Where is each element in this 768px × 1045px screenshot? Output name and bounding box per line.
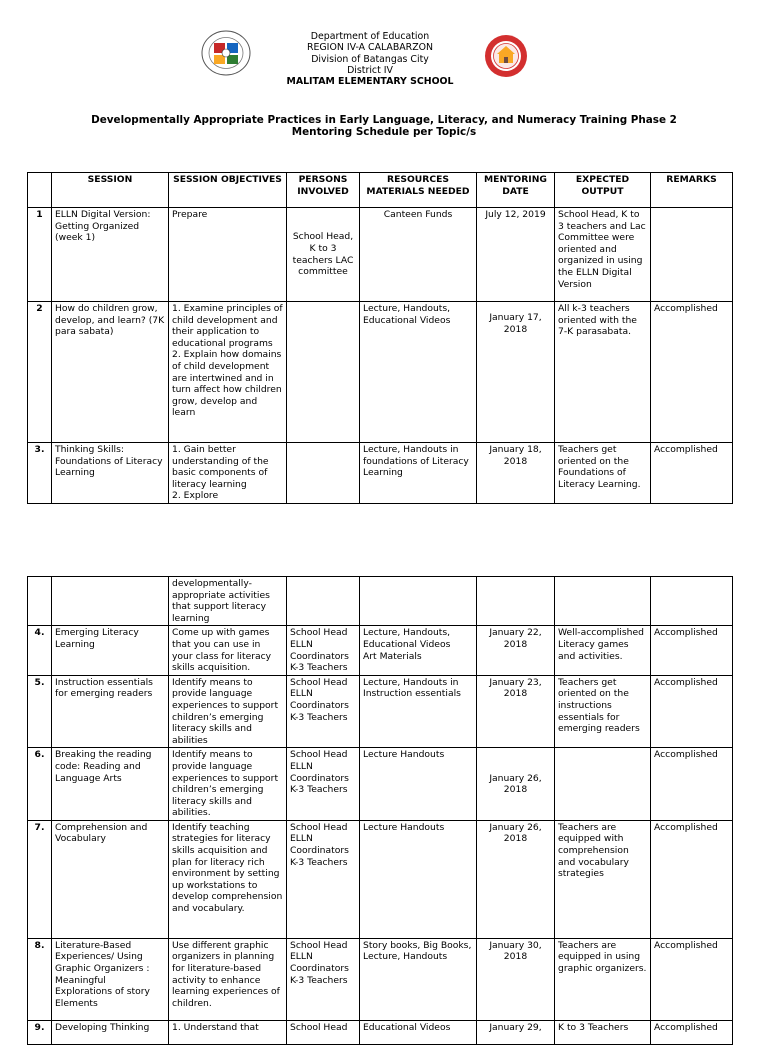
resources-cell: Canteen Funds [360,208,477,302]
date-cell: January 29, [477,1020,555,1044]
objectives-continuation-cell: developmentally-appropriate activities that support literacy learning [169,577,287,626]
header-line-1: Department of Education [310,31,430,42]
objectives-cell: 1. Gain better understanding of the basic components of literacy learning 2. Explore [169,443,287,504]
remarks-cell: Accomplished [651,443,733,504]
remarks-cell: Accomplished [651,938,733,1020]
session-cell: How do children grow, develop, and learn? (7K para sabata) [52,302,169,443]
header-line-2: REGION IV-A CALABARZON [306,42,434,54]
table-row [28,820,733,938]
row-number [28,577,52,626]
header-resources: RESOURCES MATERIALS NEEDED [360,173,477,208]
row-number: 5. [28,675,52,748]
persons-cell [287,302,360,443]
output-cell [555,577,651,626]
output-cell: Teachers are equipped with comprehension and vocabulary strategies [555,820,651,938]
school-seal-logo [484,34,528,78]
remarks-cell: Accomplished [651,626,733,675]
letterhead [0,30,768,94]
date-cell: July 12, 2019 [477,208,555,302]
output-cell [555,748,651,821]
persons-cell: School Head ELLN Coordinators K-3 Teachers [287,748,360,821]
session-cell [52,577,169,626]
persons-cell: School Head ELLN Coordinators K-3 Teachers [287,626,360,675]
resources-cell: Story books, Big Books, Lecture, Handouts [360,938,477,1020]
resources-cell: Lecture Handouts [360,820,477,938]
resources-cell: Lecture Handouts [360,748,477,821]
row-number: 9. [28,1020,52,1044]
date-cell: January 26, 2018 [477,820,555,938]
date-cell: January 22, 2018 [477,626,555,675]
objectives-cell: Identify means to provide language experiences to support children’s emerging literacy skills and abilities. [169,748,287,821]
output-cell: School Head, K to 3 teachers and Lac Committee were oriented and organized in using the ELLN Digital Version [555,208,651,302]
session-cell: Comprehension and Vocabulary [52,820,169,938]
objectives-cell: 1. Understand that [169,1020,287,1044]
objectives-cell: Identify teaching strategies for literacy skills acquisition and plan for literacy rich environment by setting up workstations to develop comprehension and vocabulary. [169,820,287,938]
table-row [28,208,733,302]
persons-cell [287,443,360,504]
table-row [28,443,733,504]
row-number: 4. [28,626,52,675]
persons-cell: School Head [287,1020,360,1044]
session-cell: Instruction essentials for emerging readers [52,675,169,748]
row-number: 2 [28,302,52,443]
resources-cell: Educational Videos [360,1020,477,1044]
session-cell: Thinking Skills: Foundations of Literacy Learning [52,443,169,504]
remarks-cell: Accomplished [651,748,733,821]
row-number: 3. [28,443,52,504]
remarks-cell [651,577,733,626]
session-cell: ELLN Digital Version: Getting Organized (week 1) [52,208,169,302]
table-row [28,675,733,748]
header-objectives: SESSION OBJECTIVES [169,173,287,208]
table-row [28,577,733,626]
table-row [28,938,733,1020]
date-cell: January 23, 2018 [477,675,555,748]
table-row [28,626,733,675]
objectives-cell: 1. Examine principles of child development and their application to educational programs 2. Explain how domains of child development are intertwined and in turn affect how children grow, develop and learn [169,302,287,443]
remarks-cell: Accomplished [651,675,733,748]
persons-cell: School Head ELLN Coordinators K-3 Teachers [287,675,360,748]
output-cell: Teachers are equipped in using graphic organizers. [555,938,651,1020]
mentoring-schedule-table-page2 [27,576,733,1045]
session-cell: Developing Thinking [52,1020,169,1044]
date-cell: January 18, 2018 [477,443,555,504]
table-header-row [28,173,733,208]
title-line-1: Developmentally Appropriate Practices in Early Language, Literacy, and Numeracy Training Phase 2 [91,114,677,126]
header-remarks: REMARKS [651,173,733,208]
row-number: 1 [28,208,52,302]
resources-cell: Lecture, Handouts in foundations of Literacy Learning [360,443,477,504]
mentoring-schedule-table-page1 [27,172,733,504]
table-row [28,302,733,443]
date-cell [477,577,555,626]
header-persons: PERSONS INVOLVED [287,173,360,208]
row-number: 7. [28,820,52,938]
school-name: MALITAM ELEMENTARY SCHOOL [286,76,454,88]
header-output: EXPECTED OUTPUT [555,173,651,208]
objectives-cell: Prepare [169,208,287,302]
persons-cell [287,577,360,626]
table-row [28,748,733,821]
persons-cell: School Head ELLN Coordinators K-3 Teachers [287,820,360,938]
objectives-cell: Use different graphic organizers in planning for literature-based activity to enhance learning experiences of children. [169,938,287,1020]
remarks-cell [651,208,733,302]
remarks-cell: Accomplished [651,820,733,938]
header-num [28,173,52,208]
resources-cell [360,577,477,626]
date-cell: January 26, 2018 [477,748,555,821]
session-cell: Emerging Literacy Learning [52,626,169,675]
session-cell: Literature-Based Experiences/ Using Graphic Organizers : Meaningful Explorations of story Elements [52,938,169,1020]
resources-cell: Lecture, Handouts in Instruction essentials [360,675,477,748]
persons-cell: School Head ELLN Coordinators K-3 Teachers [287,938,360,1020]
resources-cell: Lecture, Handouts, Educational Videos [360,302,477,443]
session-cell: Breaking the reading code: Reading and Language Arts [52,748,169,821]
header-date: MENTORING DATE [477,173,555,208]
output-cell: All k-3 teachers oriented with the 7-K parasabata. [555,302,651,443]
header-session: SESSION [52,173,169,208]
date-cell: January 17, 2018 [477,302,555,443]
output-cell: Well-accomplished Literacy games and activities. [555,626,651,675]
title-line-2: Mentoring Schedule per Topic/s [291,126,477,138]
output-cell: Teachers get oriented on the Foundations of Literacy Learning. [555,443,651,504]
date-cell: January 30, 2018 [477,938,555,1020]
row-number: 6. [28,748,52,821]
row-number: 8. [28,938,52,1020]
header-line-4: District IV [347,64,393,76]
header-line-3: Division of Batangas City [311,53,429,65]
resources-cell: Lecture, Handouts, Educational Videos Art Materials [360,626,477,675]
persons-cell: School Head, K to 3 teachers LAC committee [287,208,360,302]
remarks-cell: Accomplished [651,302,733,443]
remarks-cell: Accomplished [651,1020,733,1044]
deped-seal-logo [201,30,251,76]
output-cell: K to 3 Teachers [555,1020,651,1044]
output-cell: Teachers get oriented on the instructions essentials for emerging readers [555,675,651,748]
objectives-cell: Identify means to provide language experiences to support children’s emerging literacy skills and abilities [169,675,287,748]
objectives-cell: Come up with games that you can use in your class for literacy skills acquisition. [169,626,287,675]
document-title [0,114,768,138]
